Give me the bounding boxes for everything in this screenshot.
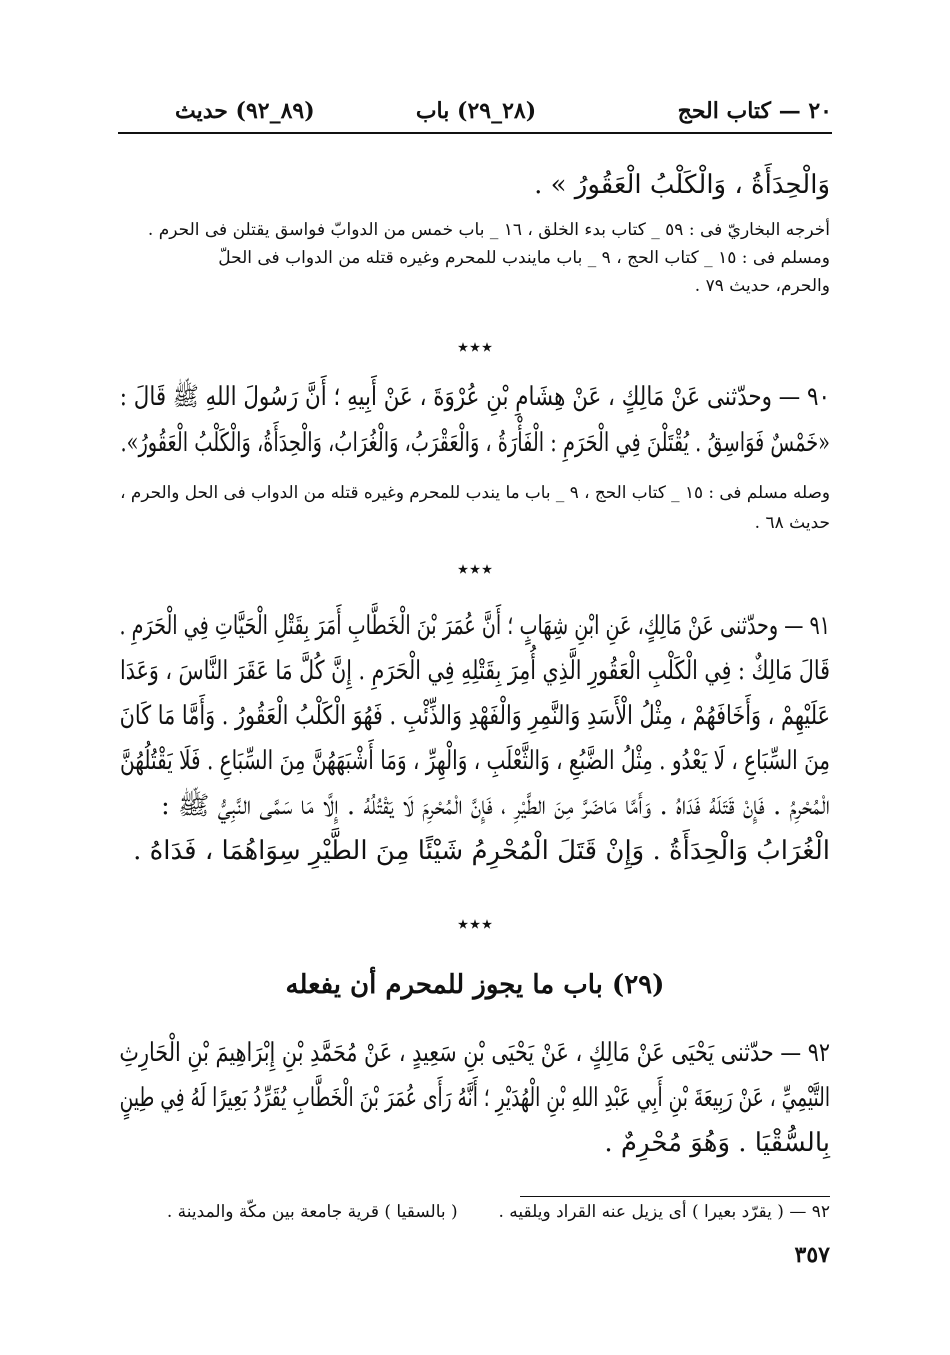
note-line: أخرجه البخاريّ فى : ٥٩ _ كتاب بدء الخلق ، ١٦ _ باب خمس من الدوابّ فواسق يقتلن فى الحرم . (147, 220, 830, 240)
hadith-92-line: بِالسُّقْيَا . وَهُوَ مُحْرِمٌ . (604, 1128, 830, 1158)
hadith-90-notes (120, 485, 830, 532)
section-separator: ٭٭٭ (457, 557, 493, 582)
hadith-91-line: الْغُرَابُ وَالْحِدَأَةُ . وَإِنْ قَتَلَ الْمُحْرِمُ شَيْئًا مِنَ الطَّيْرِ سِوَاهُمَا ، فَدَاهُ . (133, 836, 830, 866)
footnote-rule (520, 1196, 830, 1197)
hadith-90-line: ٩٠ — وحدّثنى عَنْ مَالِكٍ ، عَنْ هِشَامِ بْنِ عُرْوَةَ ، عَنْ أَبِيهِ ؛ أَنَّ رَسُولَ اللهِ ﷺ قَالَ : (119, 382, 830, 412)
running-header (120, 92, 832, 132)
hadith-91-line: مِنَ السِّبَاعِ ، لَا يَعْدُو . مِثْلُ الضَّبُعِ ، وَالثَّعْلَبِ ، وَالْهِرِّ ، وَمَا أَشْبَهَهُنَّ مِنَ السِّبَاعِ . فَلَا يَقْتُلُهُنَّ (119, 746, 830, 776)
note-line: وصله مسلم فى : ١٥ _ كتاب الحج ، ٩ _ باب ما يندب للمحرم وغيره قتله من الدواب فى الحل والحرم ، (120, 483, 830, 503)
footnote (120, 1202, 830, 1222)
hadith-90 (120, 384, 830, 456)
hadith-92-line: التَّيْمِيِّ ، عَنْ رَبِيعَةَ بْنِ أَبِي عَبْدِ اللهِ بْنِ الْهُدَيْرِ ؛ أَنَّهُ رَأَى عُمَرَ بْنَ الْخَطَّابِ يُقَرِّدُ بَعِيرًا لَهُ فِي طِينٍ (119, 1083, 830, 1113)
hadith-92 (120, 1040, 830, 1156)
header-rule (118, 132, 832, 134)
hadith-91-line: عَلَيْهِمْ ، وَأَخَافَهُمْ ، مِثْلُ الْأَسَدِ وَالنَّمِرِ وَالْفَهْدِ وَالذِّئْبِ . فَهُوَ الْكَلْبُ الْعَقُورُ . وَأَمَّا مَا كَانَ (119, 701, 830, 731)
hadith-90-line: «خَمْسٌ فَوَاسِقُ . يُقْتَلْنَ فِي الْحَرَمِ : الْفَأْرَةُ ، وَالْعَقْرَبُ، وَالْغُرَابُ، وَالْحِدَأَةُ، وَالْكَلْبُ الْعَقُورُ». (120, 428, 831, 458)
hadith-91 (120, 613, 830, 864)
note-line: والحرم، حديث ٧٩ . (694, 276, 830, 296)
footnote-gloss-1: ٩٢ — ( يقرّد بعيرا ) أى يزيل عنه القراد ويلقيه . (498, 1202, 830, 1222)
hadith-89-notes (120, 222, 830, 295)
hadith-89-text-end: وَالْحِدَأَةُ ، وَالْكَلْبُ الْعَقُورُ » . (534, 170, 830, 200)
page-number: ٣٥٧ (794, 1242, 830, 1268)
hadith-92-line: ٩٢ — حدّثنى يَحْيَى عَنْ مَالِكٍ ، عَنْ يَحْيَى بْنِ سَعِيدٍ ، عَنْ مُحَمَّدِ بْنِ إِبْرَاهِيمَ بْنِ الْحَارِثِ (119, 1038, 830, 1068)
footnote-gloss-2: ( بالسقيا ) قرية جامعة بين مكّة والمدينة . (166, 1202, 458, 1222)
hadith-91-line: ٩١ — وحدّثنى عَنْ مَالِكٍ، عَنِ ابْنِ شِهَابٍ ؛ أَنَّ عُمَرَ بْنَ الْخَطَّابِ أَمَرَ بِقَتْلِ الْحَيَّاتِ فِي الْحَرَمِ . (119, 611, 830, 641)
section-separator: ٭٭٭ (457, 912, 493, 937)
note-line: حديث ٦٨ . (754, 513, 830, 533)
chapter-heading: (٢٩) باب ما يجوز للمحرم أن يفعله (285, 970, 665, 1000)
header-chapter-range: (٢٨_٢٩) باب (415, 98, 537, 124)
hadith-89-continuation (120, 172, 830, 198)
note-line: ومسلم فى : ١٥ _ كتاب الحج ، ٩ _ باب مايندب للمحرم وغيره قتله من الدواب فى الحلّ (218, 248, 830, 268)
hadith-91-line: الْمُحْرِمُ . فَإِنْ قَتَلَهُ فَدَاهُ . وَأَمَّا مَاضَرَّ مِنَ الطَّيْرِ ، فَإِنَّ الْمُحْرِمَ لَا يَقْتُلُهُ . إِلَّا مَا سَمَّى النَّبِيُّ ﷺ : (160, 791, 830, 821)
section-separator: ٭٭٭ (457, 335, 493, 360)
hadith-91-line: قَالَ مَالِكٌ : فِي الْكَلْبِ الْعَقُورِ الَّذِي أُمِرَ بِقَتْلِهِ فِي الْحَرَمِ . إِنَّ كُلَّ مَا عَقَرَ النَّاسَ ، وَعَدَا (120, 656, 830, 686)
header-hadith-range: (٨٩_٩٢) حديث (175, 98, 315, 124)
header-book-title: ٢٠ — كتاب الحج (677, 98, 832, 124)
